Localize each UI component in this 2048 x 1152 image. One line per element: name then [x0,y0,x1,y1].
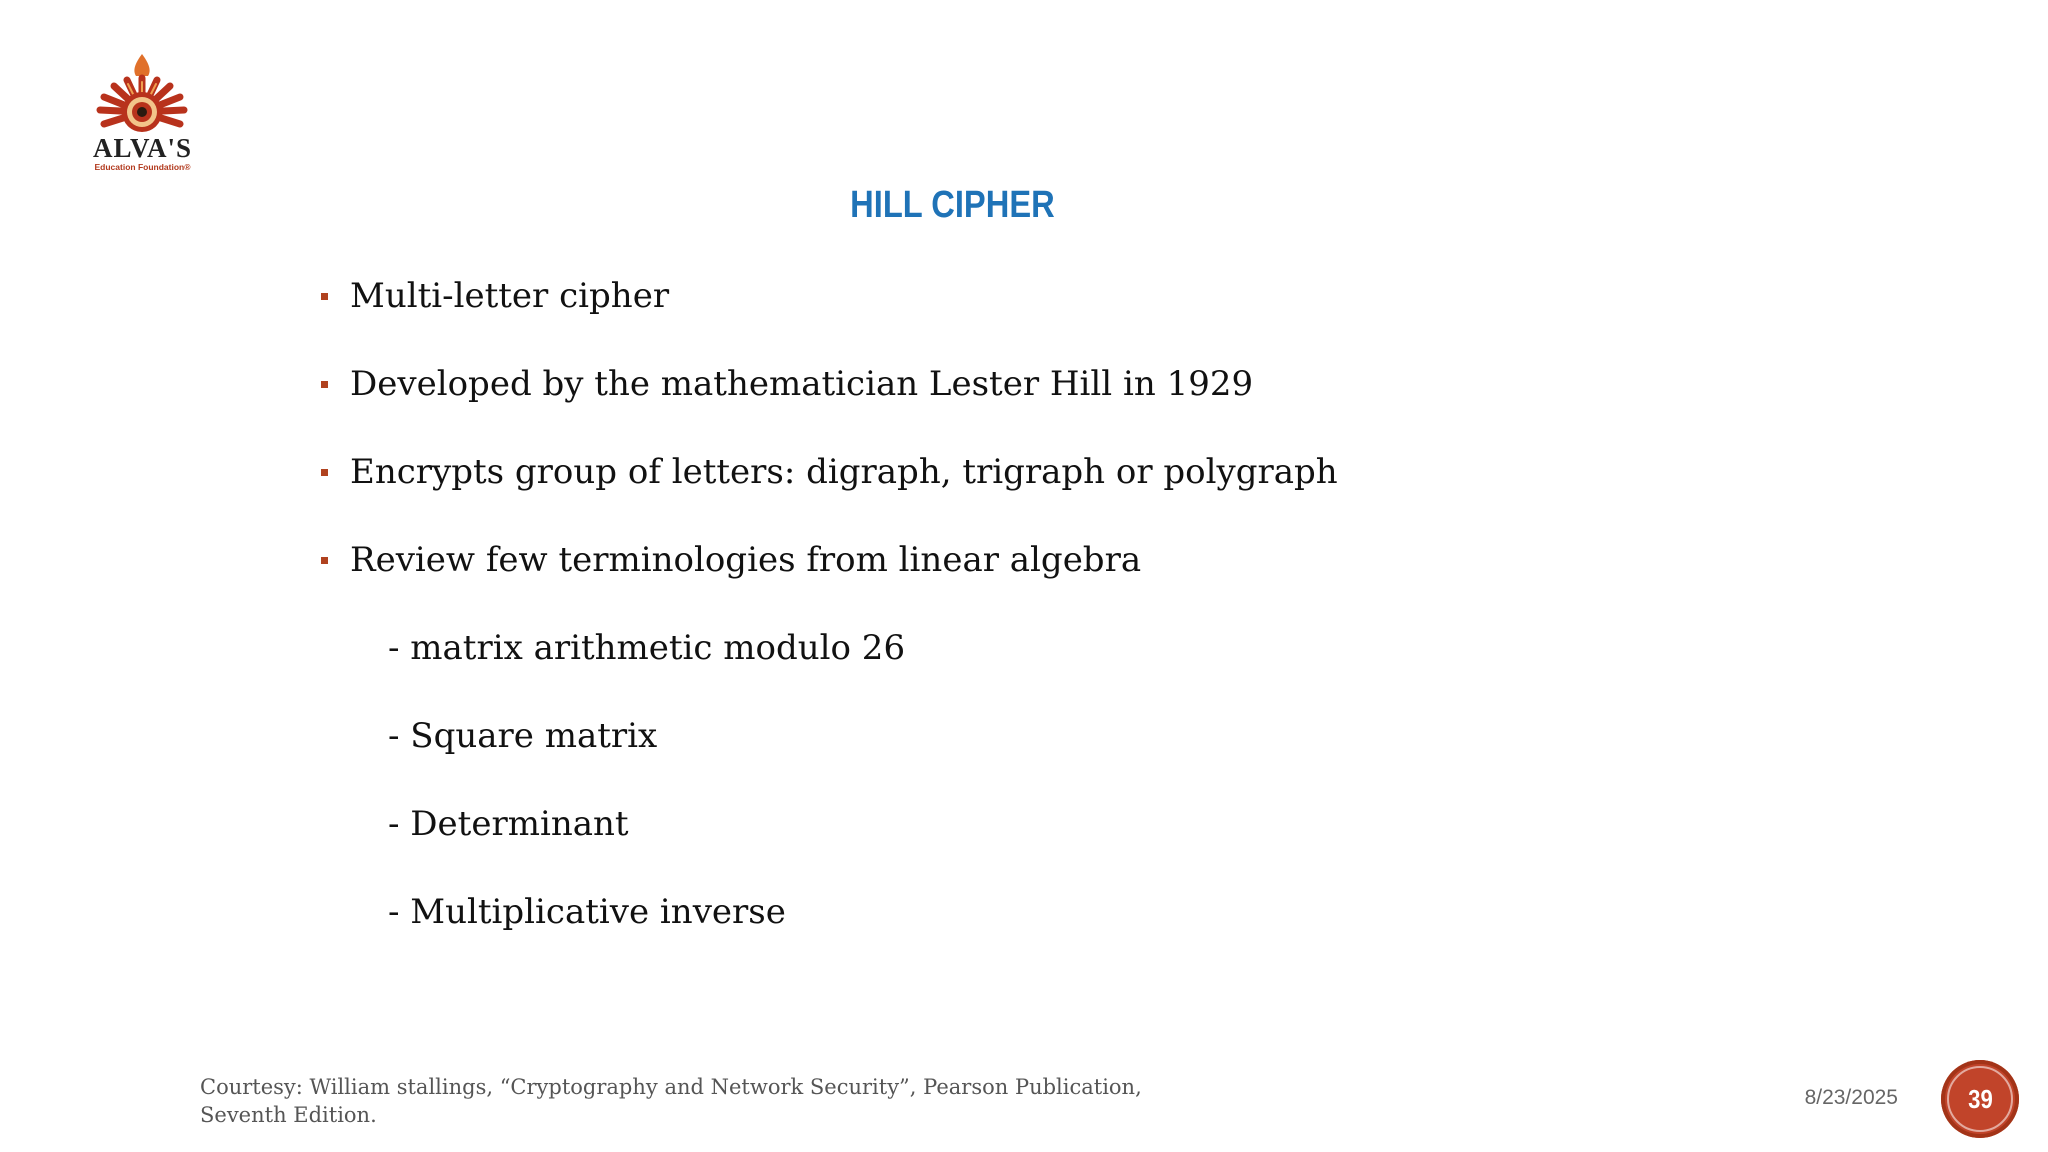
courtesy-note [200,1073,1200,1129]
courtesy-line: Seventh Edition. [200,1103,377,1127]
sub-item: - Determinant [388,804,629,844]
logo-wordmark: ALVA'S [92,133,193,163]
sub-item: - matrix arithmetic modulo 26 [388,628,906,668]
bullet-item: Review few terminologies from linear algebra [320,534,1338,622]
logo-subtitle: Education Foundation® [94,162,191,172]
slide-title: HILL CIPHER [850,184,1055,226]
bullet-item: Multi-letter cipher [320,270,1338,358]
bullet-item: Encrypts group of letters: digraph, trigraph or polygraph [320,446,1338,534]
bullet-item: Developed by the mathematician Lester Hill in 1929 [320,358,1338,446]
alvas-logo [70,50,215,175]
page-number: 39 [1967,1083,1993,1114]
content-list [320,270,1338,974]
sub-item: - Square matrix [388,716,658,756]
sub-item: - Multiplicative inverse [388,892,786,932]
lotus-emblem-icon [70,50,215,135]
page-number-badge [1941,1060,2019,1138]
courtesy-line: Courtesy: William stallings, “Cryptography and Network Security”, Pearson Publication, [200,1075,1142,1099]
slide-date: 8/23/2025 [1804,1086,1898,1109]
